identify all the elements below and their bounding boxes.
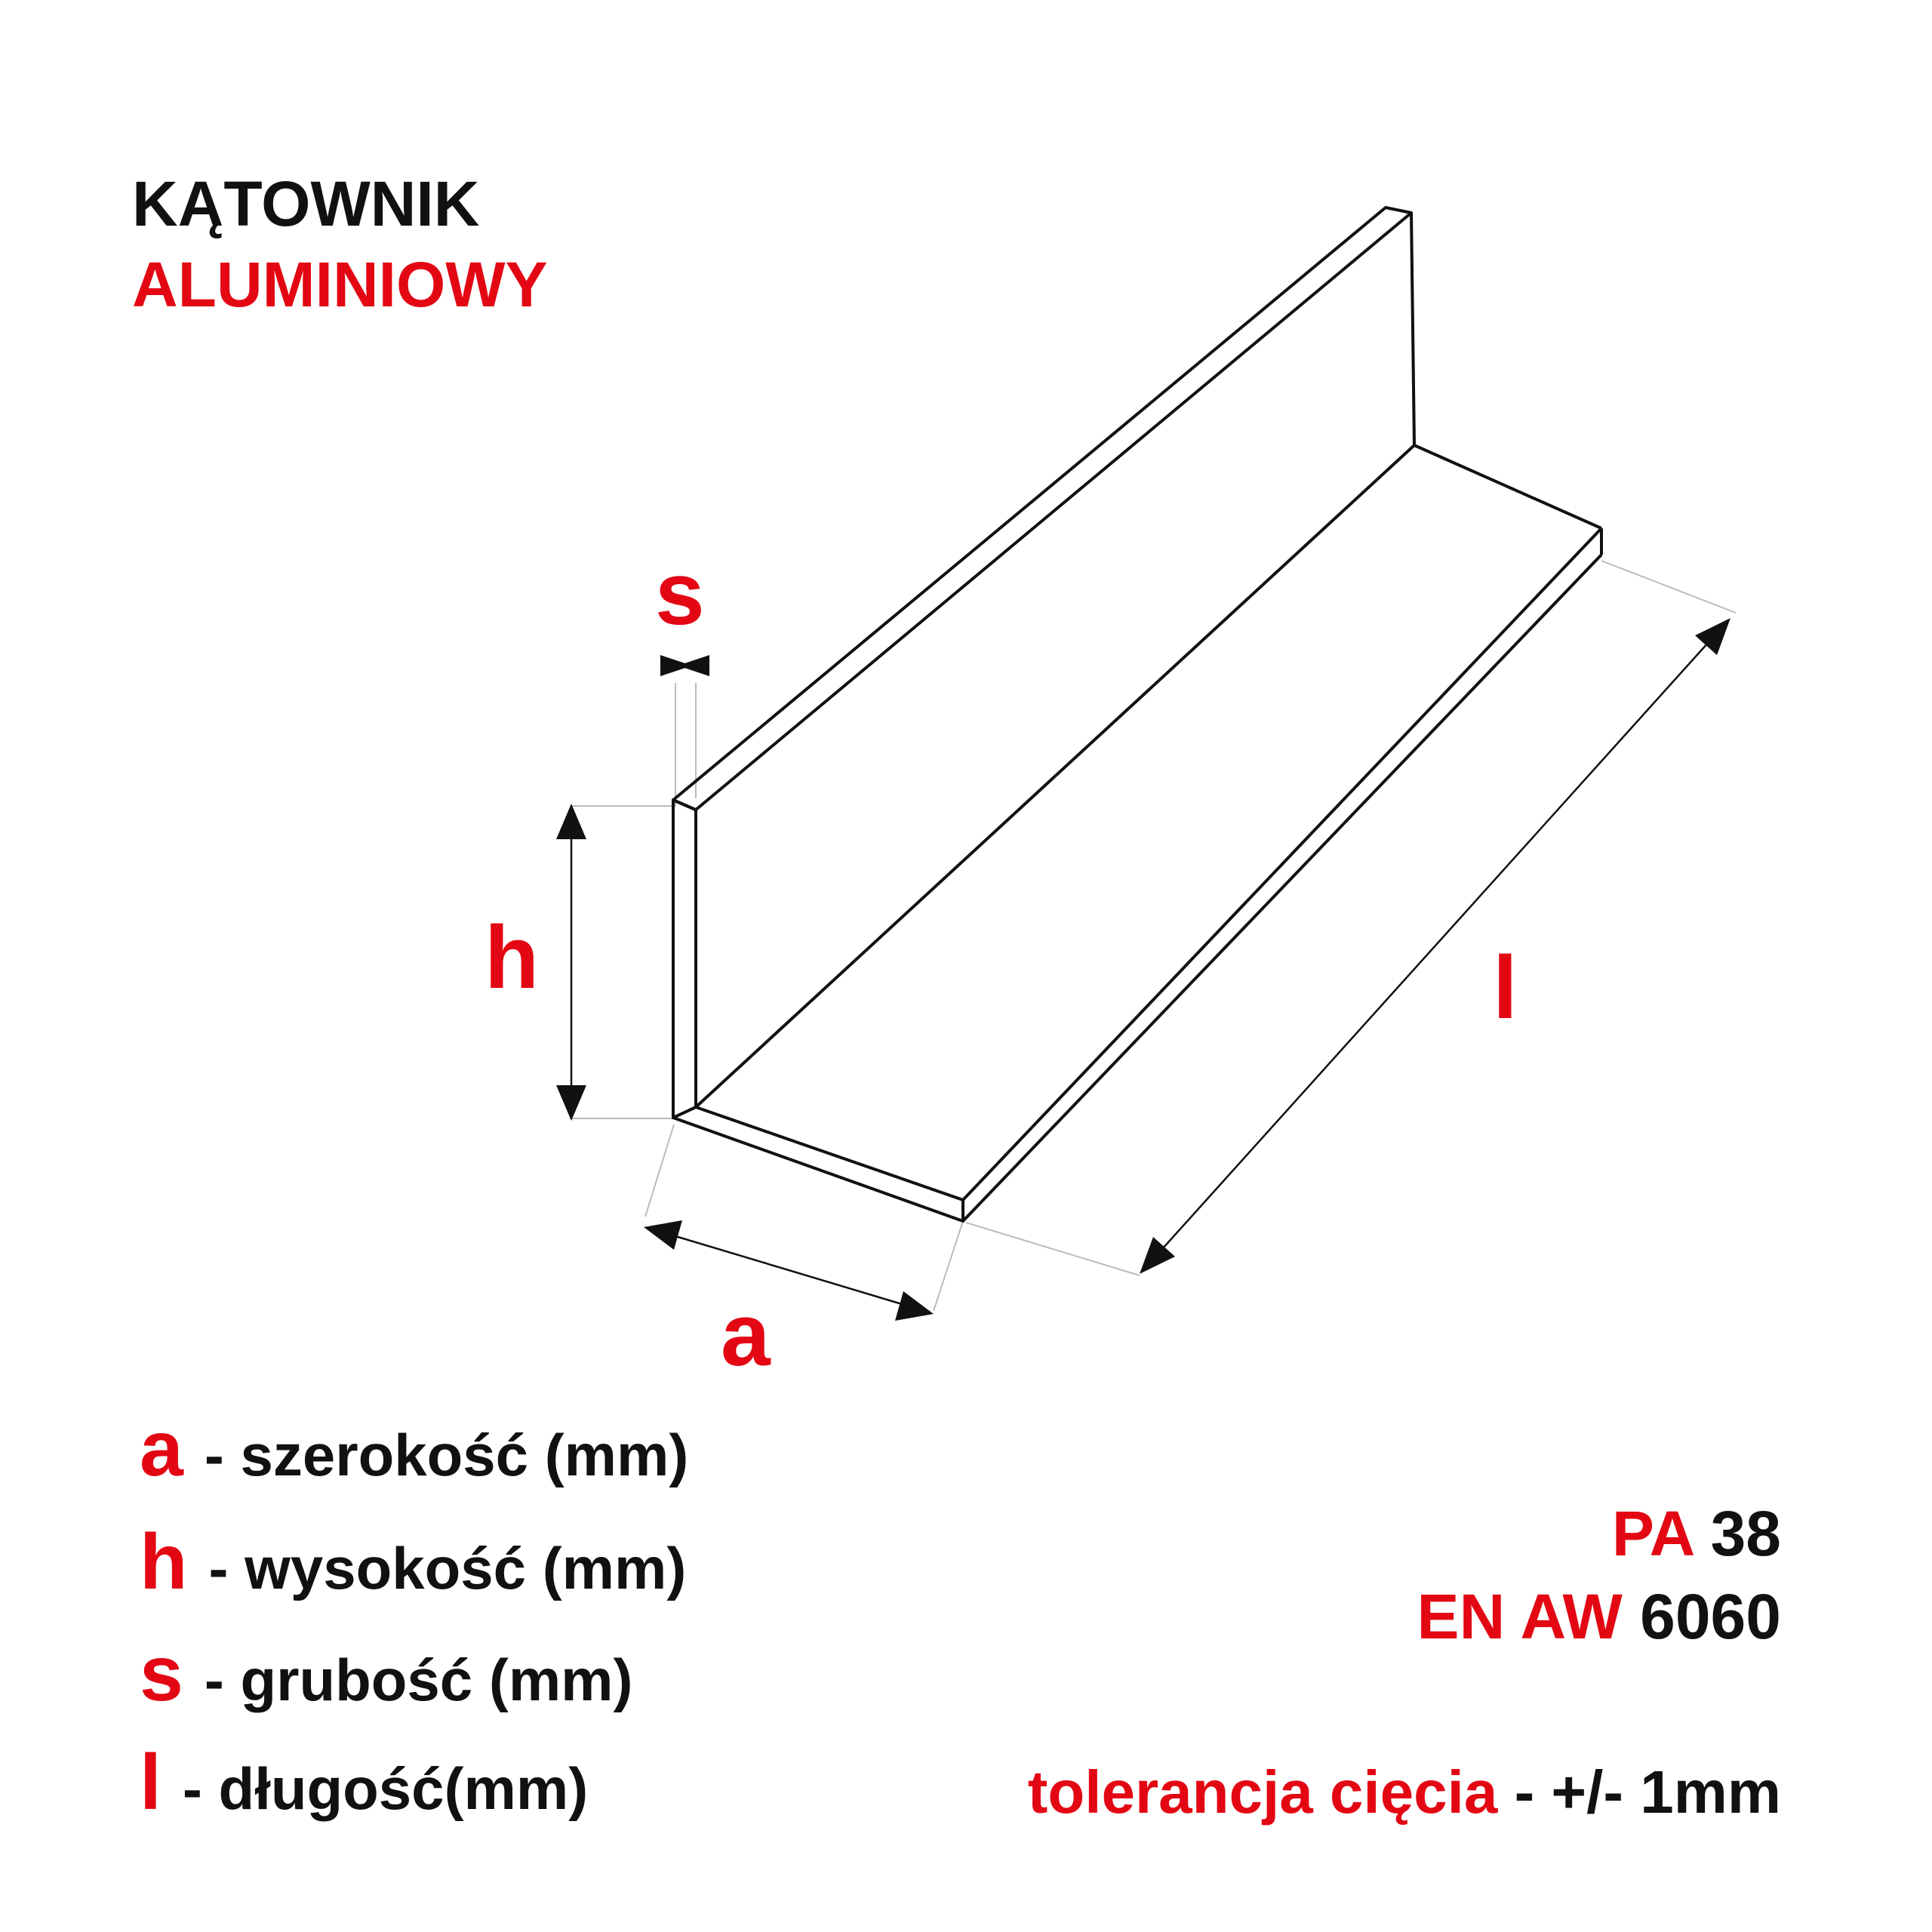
- legend-row-s: [140, 1630, 633, 1718]
- legend-text: - wysokość (mm): [208, 1535, 687, 1601]
- legend-row-a: [140, 1405, 689, 1493]
- legend-row-l: [140, 1739, 589, 1826]
- tolerance-value: - +/- 1mm: [1514, 1758, 1781, 1826]
- extension-lines: [570, 561, 1736, 1311]
- legend-symbol: a: [140, 1405, 183, 1493]
- cutting-tolerance: [1027, 1758, 1781, 1826]
- legend-symbol: s: [140, 1630, 183, 1718]
- title-line-1: KĄTOWNIK: [132, 168, 480, 239]
- angle-profile-outline: [673, 208, 1601, 1221]
- spec-grade-value: 38: [1710, 1498, 1781, 1569]
- dim-label-s: s: [655, 544, 705, 644]
- tolerance-label: tolerancja cięcia: [1027, 1758, 1498, 1826]
- dimension-s: [660, 655, 709, 676]
- title-line-2: ALUMINIOWY: [132, 249, 548, 320]
- legend-row-h: [140, 1518, 687, 1606]
- legend-symbol: l: [140, 1739, 162, 1826]
- dim-label-l: l: [1493, 938, 1518, 1038]
- dim-label-h: h: [485, 908, 540, 1008]
- dimension-h: [556, 804, 586, 1121]
- spec-line-1: [1611, 1498, 1781, 1569]
- spec-standard-label: EN AW: [1417, 1581, 1623, 1652]
- dim-label-a: a: [721, 1285, 771, 1385]
- legend-symbol: h: [140, 1518, 188, 1606]
- legend-text: - szerokość (mm): [204, 1422, 689, 1488]
- dimension-a: [644, 1220, 934, 1321]
- spec-grade-label: PA: [1611, 1498, 1694, 1569]
- legend-text: - długość(mm): [182, 1755, 589, 1822]
- spec-standard-value: 6060: [1640, 1581, 1781, 1652]
- legend-text: - grubość (mm): [204, 1647, 633, 1713]
- spec-line-2: [1417, 1581, 1781, 1652]
